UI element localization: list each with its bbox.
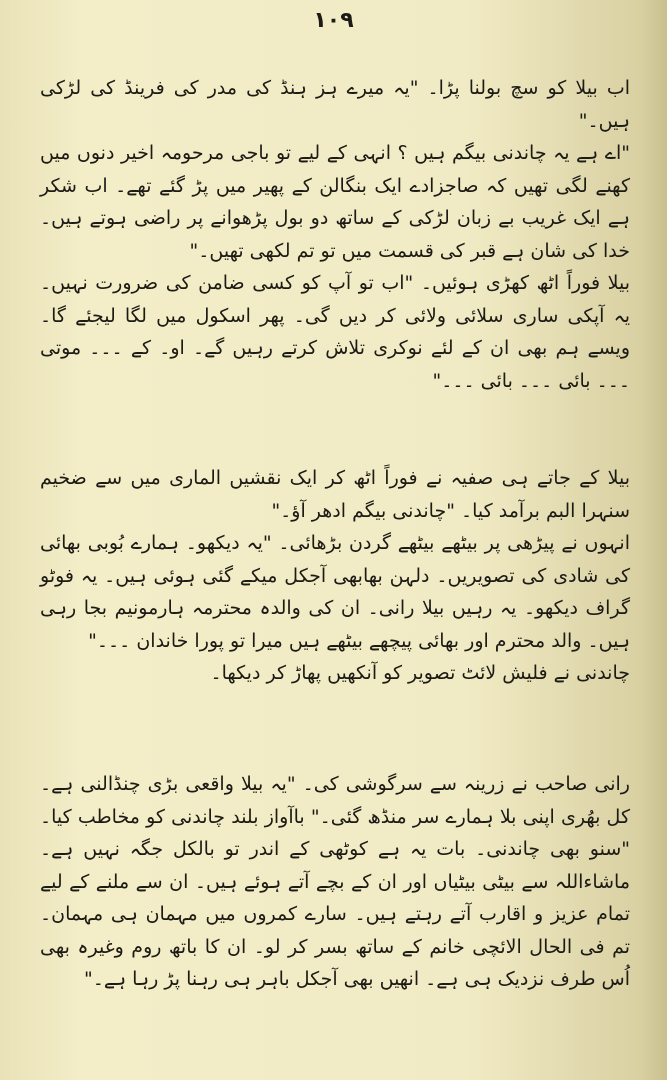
paragraph: انہوں نے پیڑھی پر بیٹھے بیٹھے گردن بڑھائی۔ "یہ دیکھو۔ ہمارے بُوبی بھائی کی شادی کی تصویریں۔ دلہن بھابھی آجکل میکے گئی ہوئی ہیں۔ یہ فوٹو گراف دیکھو۔ یہ رہیں بیلا رانی۔ ان کی والدہ محترمہ ہارمونیم بجا رہی ہیں۔ والد محترم اور بھائی پیچھے بیٹھے ہیں میرا تو پورا خاندان ۔۔۔" (40, 532, 630, 652)
paragraph: "اے ہے یہ چاندنی بیگم ہیں ؟ انہی کے لیے تو باجی مرحومہ اخیر دنوں میں کھنے لگی تھیں کہ صاجزادے ایک بنگالن کے پھیر میں پڑ گئے تھے۔ اب شکر ہے ایک غریب بے زبان لڑکی کے ساتھ دو بول پڑھوانے پر راضی ہوتے ہیں۔ خدا کی شان ہے قبر کی قسمت میں تو تم لکھی تھیں۔" (40, 142, 630, 262)
text-block-1 (40, 72, 630, 397)
page-number: ۱۰۹ (313, 8, 354, 33)
paragraph: رانی صاحب نے زرینہ سے سرگوشی کی۔ "یہ بیلا واقعی بڑی چنڈالنی ہے۔ کل بھُری اپنی بلا ہمارے سر منڈھ گئی۔" باآواز بلند چاندنی کو مخاطب کیا۔ "سنو بھی چاندنی۔ بات یہ ہے کوٹھی کے اندر تو بالکل جگہ نہیں ہے۔ ماشاءاللہ سے بیٹی بیٹیاں اور ان کے بچے آتے ہوئے ہیں۔ ان سے ملنے کے لیے تمام عزیز و اقارب آتے رہتے ہیں۔ سارے کمروں میں مہمان ہی مہمان۔ تم فی الحال الائچی خانم کے ساتھ بسر کر لو۔ ان کا باتھ روم وغیرہ بھی اُس طرف نزدیک ہی ہے۔ انھیں بھی آجکل باہر ہی رہنا پڑ رہا ہے۔" (40, 773, 630, 990)
paragraph: بیلا فوراً اٹھ کھڑی ہوئیں۔ "اب تو آپ کو کسی ضامن کی ضرورت نہیں۔ یہ آپکی ساری سلائی ولائی کر دیں گی۔ پھر اسکول میں لگا لیجئے گا۔ ویسے ہم بھی ان کے لئے نوکری تلاش کرتے رہیں گے۔ او۔ کے ۔۔۔ موتی ۔۔۔ بائی ۔۔۔ بائی ۔۔۔" (40, 272, 630, 392)
paragraph: بیلا کے جاتے ہی صفیہ نے فوراً اٹھ کر ایک نقشیں الماری میں سے ضخیم سنہرا البم برآمد کیا۔ "چاندنی بیگم ادھر آؤ۔" (40, 467, 630, 522)
text-block-3 (40, 768, 630, 996)
paragraph: اب بیلا کو سچ بولنا پڑا۔ "یہ میرے ہز ہنڈ کی مدر کی فرینڈ کی لڑکی ہیں۔" (40, 77, 630, 132)
paragraph: چاندنی نے فلیش لائٹ تصویر کو آنکھیں پھاڑ کر دیکھا۔ (210, 662, 630, 684)
text-block-2 (40, 462, 630, 690)
